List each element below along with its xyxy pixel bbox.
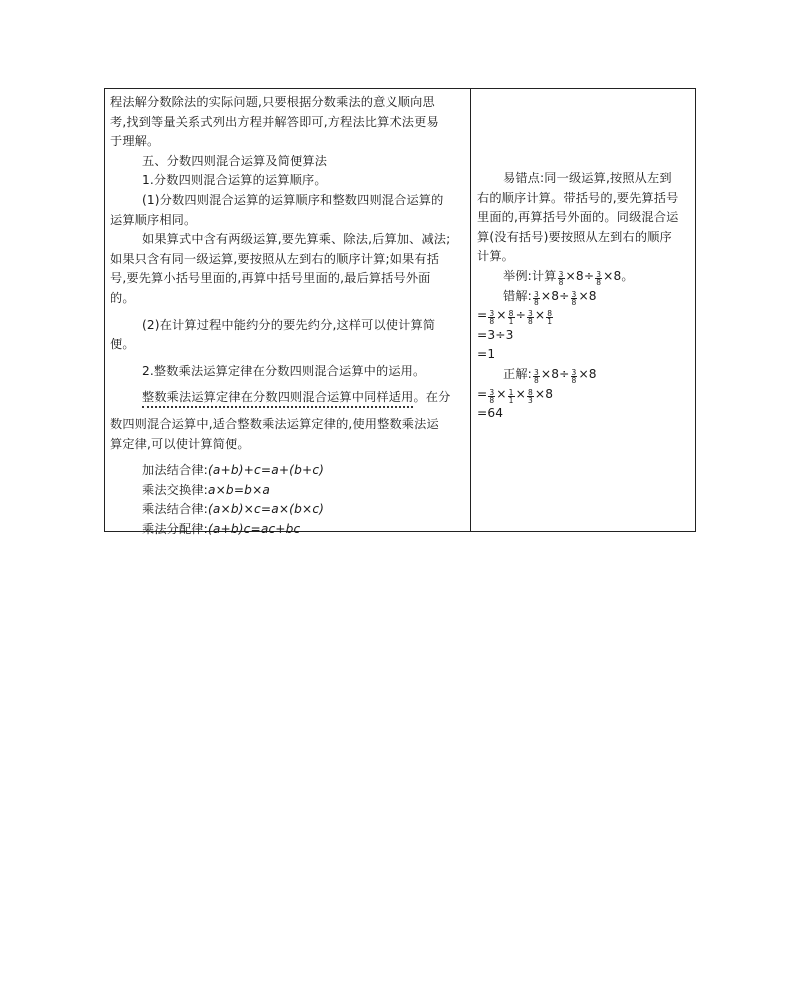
example-line: 举例:计算 $\frac{3}{8}$ ×8÷ $\frac{3}{8}$ ×8。 <box>503 268 634 287</box>
paragraph-line: 便。 <box>110 337 135 352</box>
fraction: $\frac{3}{8}$ <box>571 289 577 307</box>
wrong-step: =3÷3 <box>477 327 514 342</box>
law-formula: a×b=b×a <box>207 482 271 497</box>
law-formula: (a+b)c=ac+bc <box>207 521 301 536</box>
fraction: $\frac{3}{8}$ <box>571 367 577 385</box>
subsection-title: 1.分数四则混合运算的运算顺序。 <box>142 173 327 188</box>
law-line <box>110 520 465 540</box>
paragraph-line: 算定律,可以使计算简便。 <box>110 436 250 451</box>
fraction: $\frac{3}{8}$ <box>558 269 564 287</box>
subsection-title: 2.整数乘法运算定律在分数四则混合运算中的运用。 <box>142 363 426 378</box>
law-name: 乘法结合律: <box>142 502 208 517</box>
law-formula: (a+b)+c=a+(b+c) <box>207 463 325 478</box>
note-line: 算(没有括号)要按照从左到右的顺序 <box>477 229 672 244</box>
law-formula: (a×b)×c=a×(b×c) <box>207 502 325 517</box>
intro-line: 考,找到等量关系式列出方程并解答即可,方程法比算术法更易 <box>110 114 439 129</box>
wrong-step: = $\frac{3}{8}$ × $\frac{8}{1}$ ÷ $\frac{3}{8}$ × $\frac{8}{1}$ <box>477 308 553 327</box>
law-name: 加法结合律: <box>142 463 208 478</box>
paragraph-line: (1)分数四则混合运算的运算顺序和整数四则混合运算的 <box>142 192 444 207</box>
fraction: $\frac{3}{8}$ <box>596 269 602 287</box>
fraction: $\frac{3}{8}$ <box>489 387 495 405</box>
left-column <box>110 93 465 539</box>
correct-step: = $\frac{3}{8}$ × $\frac{1}{1}$ × $\frac{8}{3}$ ×8 <box>477 386 554 405</box>
note-line: 易错点:同一级运算,按照从左到 <box>503 171 672 185</box>
dotted-emphasis: 整数乘法运算定律在分数四则混合运算中同样适用 <box>142 390 413 408</box>
emphasis-tail: 。在分 <box>413 390 451 405</box>
correct-line: 正解: $\frac{3}{8}$ ×8÷ $\frac{3}{8}$ ×8 <box>503 366 597 385</box>
law-name: 乘法交换律: <box>142 482 208 497</box>
paragraph-line: 如果算式中含有两级运算,要先算乘、除法,后算加、减法; <box>142 232 451 247</box>
paragraph-line: 号,要先算小括号里面的,再算中括号里面的,最后算括号外面 <box>110 271 431 286</box>
paragraph-line: 的。 <box>110 290 135 305</box>
wrong-line: 错解: $\frac{3}{8}$ ×8÷ $\frac{3}{8}$ ×8 <box>503 288 597 307</box>
wrong-step: =1 <box>477 347 496 362</box>
right-column <box>477 169 692 424</box>
content-table <box>104 88 696 536</box>
paragraph-line: 数四则混合运算中,适合整数乘法运算定律的,使用整数乘法运 <box>110 416 439 431</box>
intro-line: 于理解。 <box>110 134 160 149</box>
note-line: 右的顺序计算。带括号的,要先算括号 <box>477 190 679 205</box>
paragraph-line: 如果只含有同一级运算,要按照从左到右的顺序计算;如果有括 <box>110 251 440 266</box>
fraction: $\frac{3}{8}$ <box>489 309 495 327</box>
wrong-label: 错解: <box>503 288 532 303</box>
fraction: $\frac{3}{8}$ <box>527 309 533 327</box>
fraction: $\frac{8}{1}$ <box>547 309 553 327</box>
law-line <box>110 500 465 520</box>
correct-label: 正解: <box>503 366 532 381</box>
note-line: 里面的,再算括号外面的。同级混合运 <box>477 210 679 225</box>
section-title: 五、分数四则混合运算及简便算法 <box>142 153 328 168</box>
paragraph-line: 运算顺序相同。 <box>110 212 197 227</box>
fraction: $\frac{1}{1}$ <box>508 387 514 405</box>
correct-step: =64 <box>477 406 504 421</box>
law-line <box>110 461 465 481</box>
law-line <box>110 481 465 501</box>
example-label: 举例:计算 <box>503 268 557 283</box>
emphasis-line <box>110 388 465 408</box>
column-divider <box>470 89 471 531</box>
fraction: $\frac{8}{1}$ <box>508 309 514 327</box>
note-line: 计算。 <box>477 249 515 264</box>
fraction: $\frac{3}{8}$ <box>533 289 539 307</box>
fraction: $\frac{8}{3}$ <box>527 387 533 405</box>
fraction: $\frac{3}{8}$ <box>533 367 539 385</box>
law-name: 乘法分配律: <box>142 521 208 536</box>
paragraph-line: (2)在计算过程中能约分的要先约分,这样可以使计算简 <box>142 317 436 332</box>
intro-line: 程法解分数除法的实际问题,只要根据分数乘法的意义顺向思 <box>110 95 435 109</box>
